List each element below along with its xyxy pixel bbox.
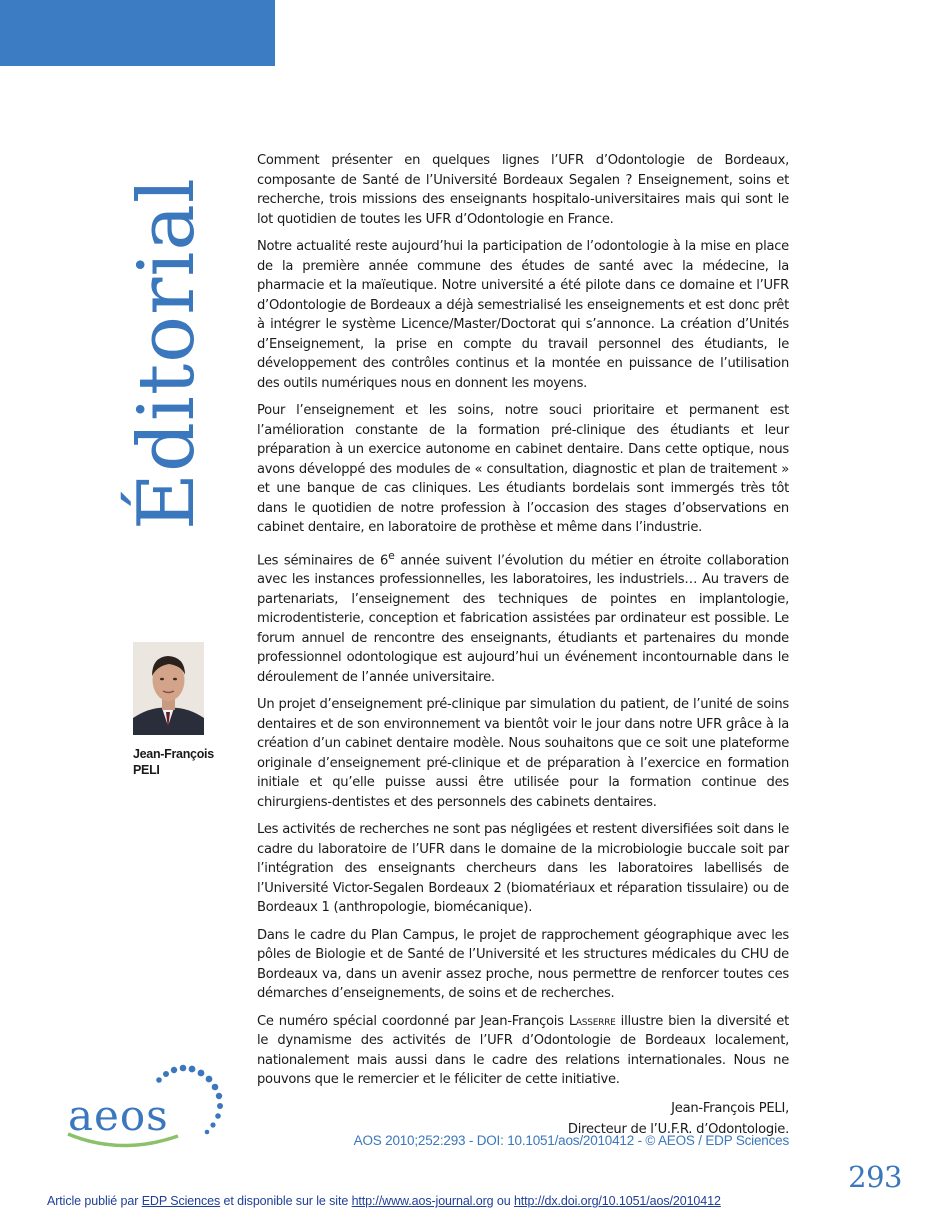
paragraph: Pour l’enseignement et les soins, notre souci prioritaire et permanent est l’amélioration constante de la formation pré-clinique des étudiants et leur préparation à un exercice autonome en cabinet dentaire. Dans cette optique, nous avons développé des modules de « consultation, diagnostic et plan de traitement » et une banque de cas cliniques. Les étudiants bordelais sont immergés très tôt dans le quotidien de notre profession à l’occasion des stages d’observations en cabinet dentaire, en laboratoire de prothèse et même dans l’industrie. xyxy=(257,403,789,535)
author-portrait-icon xyxy=(133,642,204,735)
paragraph xyxy=(257,546,789,688)
doi-link[interactable]: http://dx.doi.org/10.1051/aos/2010412 xyxy=(513,1194,721,1208)
paragraph-text: Ce numéro spécial coordonné par Jean-François xyxy=(257,1013,569,1029)
logo-wordmark: aeos xyxy=(68,1091,169,1140)
header-color-band xyxy=(0,0,275,66)
signature-title: Directeur de l’U.F.R. d’Odontologie. xyxy=(567,1121,789,1137)
editorial-body xyxy=(257,151,789,1140)
author-last-name: PELI xyxy=(133,763,160,777)
page-number: 293 xyxy=(848,1160,902,1194)
journal-site-link[interactable]: http://www.aos-journal.org xyxy=(351,1194,494,1208)
doi-citation: AOS 2010;252:293 - DOI: 10.1051/aos/2010412 - © AEOS / EDP Sciences xyxy=(353,1133,789,1148)
author-name xyxy=(133,746,233,778)
publisher-link[interactable]: EDP Sciences xyxy=(141,1194,221,1208)
author-photo xyxy=(133,642,204,735)
paragraph-text: illustre bien la diversité et le dynamisme des activités de l’UFR d’Odontologie de Bordeaux localement, nationalement mais aussi dans le cadre des relations internationales. Nous ne pouvons que le remercier et le féliciter de cette initiative. xyxy=(257,1013,789,1088)
section-title: Éditorial xyxy=(122,177,212,530)
paragraph: Notre actualité reste aujourd’hui la participation de l’odontologie à la mise en place de la première année commune des études de santé avec la médecine, la pharmacie et la maïeutique. Notre université a été pilote dans ce domaine et l’UFR d’Odontologie de Bordeaux a déjà semestrialisé les enseignements et est donc prêt à intégrer le système Licence/Master/Doctorat qui s’annonce. La création d’Unités d’Enseignement, la prise en compte du travail personnel des étudiants, le développement des contrôles continus et la montée en puissance de l’utilisation des outils numériques nous en donnent les moyens. xyxy=(257,239,789,391)
author-first-name: Jean-François xyxy=(133,747,214,761)
superscript: e xyxy=(388,548,395,562)
paragraph: Un projet d’enseignement pré-clinique par simulation du patient, de l’unité de soins dentaires et de son environnement va bientôt voir le jour dans notre UFR grâce à la création d’un cabinet dentaire modèle. Nous souhaitons que ce soit une plateforme originale d’enseignement pré-clinique et de préparation à l’exercice en formation initiale et qu’elle puisse aussi être utilisée pour la formation continue des chirurgiens-dentistes et des personnels des cabinets dentaires. xyxy=(257,697,789,810)
publication-footer xyxy=(47,1194,721,1208)
footer-text: Article publié par xyxy=(47,1194,142,1208)
paragraph: Dans le cadre du Plan Campus, le projet de rapprochement géographique avec les pôles de Biologie et de Santé de l’Université et les structures médicales du CHU de Bordeaux va, dans un avenir assez proche, nous permettre de renforcer toutes ces démarches d’enseignements, de soins et de recherches. xyxy=(257,927,789,1002)
paragraph-text: année suivent l’évolution du métier en étroite collaboration avec les instances professionnelles, les laboratoires, les industriels… Au travers de partenariats, l’enseignement des techniques de pointes en implantologie, microdentisterie, conception et fabrication assistées par ordinateur est possible. Le forum annuel de rencontre des enseignants, étudiants et partenaires du monde professionnel odontologique est aujourd’hui un événement incontournable dans le déroulement de l’année universitaire. xyxy=(257,552,789,685)
footer-text: ou xyxy=(493,1194,514,1208)
footer-text: et disponible sur le site xyxy=(220,1194,352,1208)
paragraph xyxy=(257,1012,789,1090)
paragraph: Les activités de recherches ne sont pas négligées et restent diversifiées soit dans le cadre du laboratoire de l’UFR dans le domaine de la microbiologie buccale soit par l’intégration des enseignants chercheurs dans les laboratoires labellisés de l’Université Victor-Segalen Bordeaux 2 (biomatériaux et réparation tissulaire) ou de Bordeaux 1 (anthropologie, biomécanique). xyxy=(257,822,789,916)
paragraph: Comment présenter en quelques lignes l’UFR d’Odontologie de Bordeaux, composante de Santé de l’Université Bordeaux Segalen ? Enseignement, soins et recherche, trois missions des enseignants hospitalo-universitaires mais qui sont le lot quotidien de toutes les UFR d’Odontologie en France. xyxy=(257,153,789,227)
signature-name: Jean-François PELI, xyxy=(671,1100,789,1116)
coordinator-name: Lasserre xyxy=(568,1013,616,1029)
paragraph-text: Les séminaires de 6 xyxy=(257,552,389,568)
aeos-logo xyxy=(66,1064,228,1154)
